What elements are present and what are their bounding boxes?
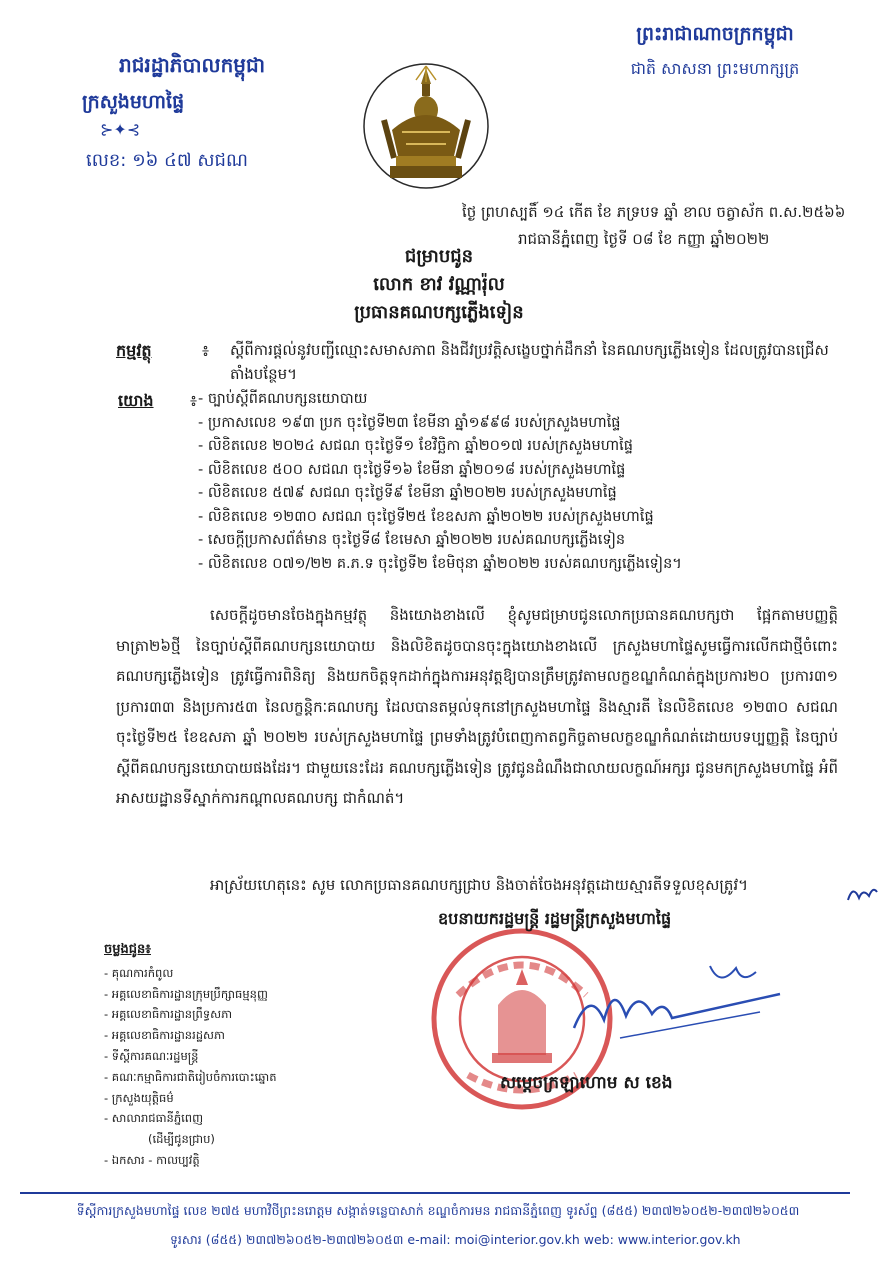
cc-item: - ទីស្តីការគណៈរដ្ឋមន្ត្រី xyxy=(104,1048,199,1063)
cc-item: - អគ្គលេខាធិការដ្ឋានរដ្ឋសភា xyxy=(104,1028,225,1043)
royal-emblem-icon xyxy=(362,60,490,192)
cc-item: - ក្រសួងយុត្តិធម៌ xyxy=(104,1090,174,1105)
cc-list xyxy=(104,940,277,1171)
reference-item: - សេចក្តីប្រកាសព័ត៌មាន ចុះថ្ងៃទី៨ ខែមេសា ឆ្នាំ២០២២ របស់គណបក្សភ្លើងទៀន xyxy=(198,532,626,548)
subject-label: កម្មវត្ថុ xyxy=(116,341,152,360)
signature-icon xyxy=(560,958,790,1068)
footer-contact: ទូរសារ (៨៥៥) ២៣៧២៦០៥២-២៣៧២៦០៥៣ e-mail: moi@interior.gov.kh web: www.interior.gov.kh xyxy=(170,1232,741,1247)
cc-item: - គណៈកម្មាធិការជាតិរៀបចំការបោះឆ្នោត xyxy=(104,1069,277,1084)
reference-item: - លិខិតលេខ ១២៣០ សជណ ចុះថ្ងៃទី២៥ ខែឧសភា ឆ្នាំ២០២២ របស់ក្រសួងមហាផ្ទៃ xyxy=(198,508,654,525)
kingdom-header xyxy=(590,22,840,82)
reference-item: - លិខិតលេខ ៥០០ សជណ ចុះថ្ងៃទី១៦ ខែមីនា ឆ្នាំ២០១៨ របស់ក្រសួងមហាផ្ទៃ xyxy=(198,461,626,478)
lunar-date: ថ្ងៃ ព្រហស្បតិ៍ ១៤ កើត ខែ ភទ្របទ ឆ្នាំ ខាល ចត្វាស័ក ព.ស.២៥៦៦ xyxy=(462,203,846,221)
reference-label: យោង xyxy=(118,391,154,410)
ornament-divider: ⊱✦⊰ xyxy=(100,120,141,139)
cc-item: - អគ្គលេខាធិការដ្ឋានព្រឹទ្ធសភា xyxy=(104,1007,233,1022)
letter-number: លេខ: ១៦ ៤៧ សជណ xyxy=(86,150,248,171)
cc-item: - អគ្គលេខាធិការដ្ឋានក្រុមប្រឹក្សាធម្មនុញ្ញ xyxy=(104,986,268,1001)
issuer-header xyxy=(42,52,342,118)
reference-item: - លិខិតលេខ ២០២៤ សជណ ចុះថ្ងៃទី១ ខែវិច្ឆិកា ឆ្នាំ២០១៧ របស់ក្រសួងមហាផ្ទៃ xyxy=(198,438,633,454)
reference-item: - ច្បាប់ស្តីពីគណបក្សនយោបាយ xyxy=(198,391,368,407)
reference-item: - លិខិតលេខ ៥៧៩ សជណ ចុះថ្ងៃទី៩ ខែមីនា ឆ្នាំ២០២២ របស់ក្រសួងមហាផ្ទៃ xyxy=(198,485,617,501)
government-name: រាជរដ្ឋាភិបាលកម្ពុជា xyxy=(119,53,265,77)
signer-title: ឧបនាយករដ្ឋមន្ត្រី រដ្ឋមន្ត្រីក្រសួងមហាផ្ទៃ xyxy=(438,909,672,928)
reference-list xyxy=(198,388,682,576)
addressee-title: ប្រធានគណបក្សភ្លើងទៀន xyxy=(354,302,524,323)
subject-text: ស្តីពីការផ្តល់នូវបញ្ជីឈ្មោះសមាសភាព និងជីវប្រវត្តិសង្ខេបថ្នាក់ដឹកនាំ នៃគណបក្សភ្លើងទៀន ដែលត្រូវបានជ្រើសតាំងបន្ថែម។ xyxy=(230,341,829,383)
cc-title: ចម្លងជូន៖ xyxy=(104,942,151,957)
closing-sentence: អាស្រ័យហេតុនេះ សូម លោកប្រធានគណបក្សជ្រាប និងចាត់ចែងអនុវត្តដោយស្មារតីទទួលខុសត្រូវ។ xyxy=(210,876,748,894)
footer-address: ទីស្តីការក្រសួងមហាផ្ទៃ លេខ ២៧៥ មហាវិថីព្រះនរោត្តម សង្កាត់ទន្លេបាសាក់ ខណ្ឌចំការមន រាជធានីភ្នំពេញ ទូរស័ព្ទ (៨៥៥) ២៣៧២៦០៥២-២៣៧២៦០៥៣ xyxy=(76,1203,800,1218)
footer-divider xyxy=(20,1192,850,1194)
cc-item: - ឯកសារ - កាលប្បវត្តិ xyxy=(104,1152,200,1167)
addressee-salutation: ជម្រាបជូន xyxy=(404,246,474,267)
solar-date: រាជធានីភ្នំពេញ ថ្ងៃទី ០៨ ខែ កញ្ញា ឆ្នាំ២០២២ xyxy=(518,230,770,248)
cc-item: - សាលារាជធានីភ្នំពេញ xyxy=(104,1111,204,1126)
reference-item: - លិខិតលេខ ០៧១/២២ គ.ភ.ទ ចុះថ្ងៃទី២ ខែមិថុនា ឆ្នាំ២០២២ របស់គណបក្សភ្លើងទៀន។ xyxy=(198,555,682,572)
body-paragraph: សេចក្តីដូចមានចែងក្នុងកម្មវត្ថុ និងយោងខាងលើ ខ្ញុំសូមជម្រាបជូនលោកប្រធានគណបក្សថា ផ្អែកតាមបញ្ញត្តិមាត្រា២៦ថ្មី នៃច្បាប់ស្តីពីគណបក្សនយោបាយ និងលិខិតដូចបានចុះក្នុងយោងខាងលើ ក្រសួងមហាផ្ទៃសូមធ្វើការលើកជាថ្មីចំពោះគណបក្សភ្លើងទៀន ត្រូវធ្វើការពិនិត្យ និងយកចិត្តទុកដាក់ក្នុងការអនុវត្តឱ្យបានត្រឹមត្រូវតាមលក្ខខណ្ឌកំណត់ក្នុងប្រការ២០ ប្រការ៣១ ប្រការ៣៣ និងប្រការ៥៣ នៃលក្ខន្តិកៈគណបក្ស ដែលបានតម្កល់ទុកនៅក្រសួងមហាផ្ទៃ និងស្មារតី នៃលិខិតលេខ ១២៣០ សជណ ចុះថ្ងៃទី២៥ ខែឧសភា ឆ្នាំ ២០២២ របស់ក្រសួងមហាផ្ទៃ ព្រមទាំងត្រូវបំពេញកាតព្វកិច្ចតាមលក្ខខណ្ឌកំណត់ដោយបទប្បញ្ញត្តិ នៃច្បាប់ស្តីពីគណបក្សនយោបាយផងដែរ។ ជាមួយនេះដែរ គណបក្សភ្លើងទៀន ត្រូវជូនដំណឹងជាលាយលក្ខណ៍អក្សរ ជូនមកក្រសួងមហាផ្ទៃ អំពីអាសយដ្ឋានទីស្នាក់ការកណ្តាលគណបក្ស ជាកំណត់។ xyxy=(116,606,838,807)
margin-initial-icon xyxy=(845,880,878,908)
reference-colon: ៖ xyxy=(190,391,198,410)
reference-item: - ប្រកាសលេខ ១៩៣ ប្រក ចុះថ្ងៃទី២៣ ខែមីនា ឆ្នាំ១៩៩៨ របស់ក្រសួងមហាផ្ទៃ xyxy=(198,414,621,431)
cc-item: - គុណការកំពូល xyxy=(104,965,174,980)
signer-name: សម្តេចក្រឡាហោម ស ខេង xyxy=(500,1073,673,1093)
cc-item-note: (ដើម្បីជូនជ្រាប) xyxy=(148,1132,215,1147)
national-motto: ជាតិ សាសនា ព្រះមហាក្សត្រ xyxy=(630,59,800,78)
kingdom-name: ព្រះរាជាណាចក្រកម្ពុជា xyxy=(636,23,794,45)
ministry-name: ក្រសួងមហាផ្ទៃ xyxy=(82,91,185,113)
subject-colon: ៖ xyxy=(202,341,210,360)
addressee-name: លោក ខាវ វណ្ណារ៉ុល xyxy=(373,274,505,295)
